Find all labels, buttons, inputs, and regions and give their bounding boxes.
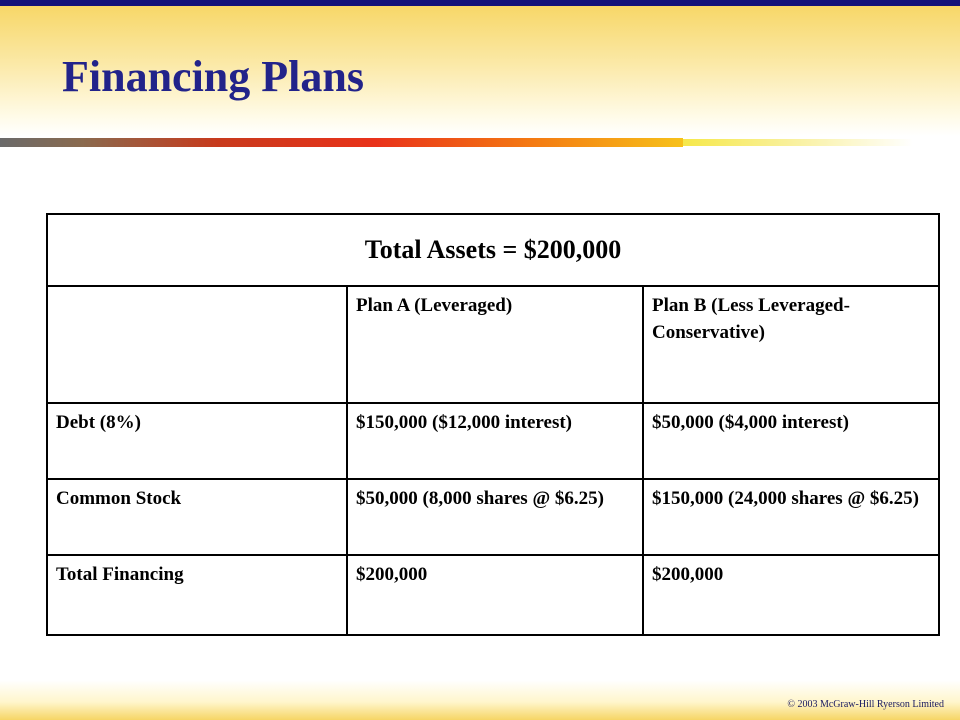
table-row xyxy=(47,479,939,555)
row-label-total-financing: Total Financing xyxy=(47,555,347,635)
copyright-notice: © 2003 McGraw-Hill Ryerson Limited xyxy=(787,699,944,710)
slide-title: Financing Plans xyxy=(62,52,364,101)
table-heading-row xyxy=(47,214,939,286)
title-underline-fade xyxy=(683,139,913,146)
financing-table xyxy=(46,213,940,636)
table-heading: Total Assets = $200,000 xyxy=(47,214,939,286)
table-header-row xyxy=(47,286,939,403)
cell-debt-plan-a: $150,000 ($12,000 interest) xyxy=(347,403,643,479)
table-row xyxy=(47,403,939,479)
cell-debt-plan-b: $50,000 ($4,000 interest) xyxy=(643,403,939,479)
cell-total-plan-a: $200,000 xyxy=(347,555,643,635)
title-underline-gradient xyxy=(0,138,683,147)
header-cell-plan-a: Plan A (Leveraged) xyxy=(347,286,643,403)
cell-total-plan-b: $200,000 xyxy=(643,555,939,635)
header-cell-plan-b: Plan B (Less Leveraged- Conservative) xyxy=(643,286,939,403)
row-label-debt: Debt (8%) xyxy=(47,403,347,479)
cell-stock-plan-b: $150,000 (24,000 shares @ $6.25) xyxy=(643,479,939,555)
table-row xyxy=(47,555,939,635)
cell-stock-plan-a: $50,000 (8,000 shares @ $6.25) xyxy=(347,479,643,555)
header-cell-blank xyxy=(47,286,347,403)
row-label-common-stock: Common Stock xyxy=(47,479,347,555)
